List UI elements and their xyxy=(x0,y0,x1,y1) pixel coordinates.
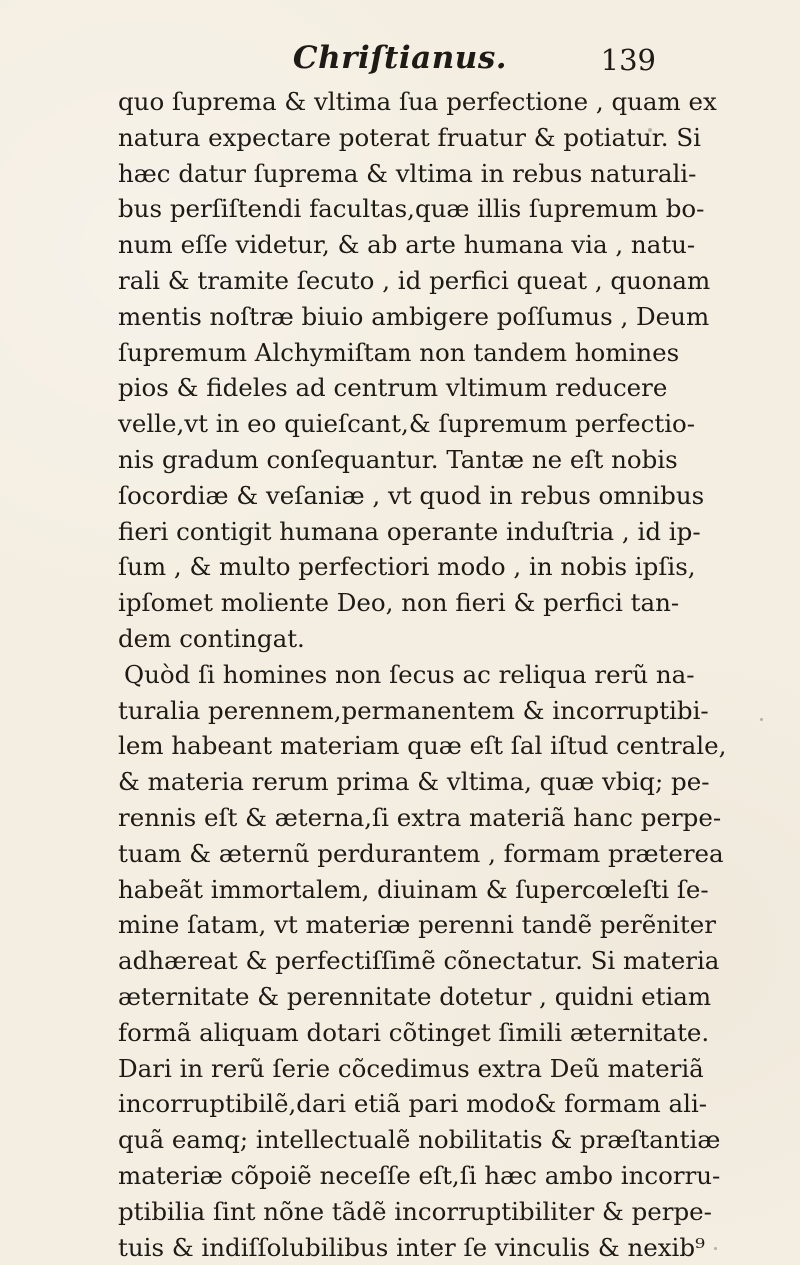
text-line: velle,vt in eo quieſcant,& ſupremum perfectio- xyxy=(118,406,650,442)
text-line: quã eamq; intellectualẽ nobilitatis & præſtantiæ xyxy=(118,1122,650,1158)
text-line: mentis noſtræ biuio ambigere poſſumus , Deum xyxy=(118,299,650,335)
text-line: ſocordiæ & veſaniæ , vt quod in rebus omnibus xyxy=(118,478,650,514)
ink-speck xyxy=(760,718,763,721)
text-line: num eſſe videtur, & ab arte humana via , natu- xyxy=(118,227,650,263)
text-line: incorruptibilẽ,dari etiã pari modo& formam ali- xyxy=(118,1086,650,1122)
text-line: tuam & æternũ perdurantem , formam præterea xyxy=(118,836,650,872)
text-line: & materia rerum prima & vltima, quæ vbiq; pe- xyxy=(118,764,650,800)
text-line: æternitate & perennitate dotetur , quidni etiam xyxy=(118,979,650,1015)
text-line: natura expectare poterat fruatur & potiatur. Si xyxy=(118,120,650,156)
page-number: 139 xyxy=(601,46,656,75)
text-line: ptibilia ſint nõne tãdẽ incorruptibiliter & perpe- xyxy=(118,1194,650,1230)
text-line: materiæ cõpoiẽ neceſſe eſt,ſi hæc ambo incorru- xyxy=(118,1158,650,1194)
text-line: bus perſiſtendi facultas,quæ illis ſupremum bo- xyxy=(118,191,650,227)
text-line: lem habeant materiam quæ eſt ſal iſtud centrale, xyxy=(118,728,650,764)
text-line: ſum , & multo perfectiori modo , in nobis ipſis, xyxy=(118,549,650,585)
text-line: pios & fideles ad centrum vltimum reducere xyxy=(118,370,650,406)
running-title: Chriſtianus. xyxy=(0,43,800,74)
text-line: tuis & indiſſolubilibus inter ſe vinculis & nexib⁹ xyxy=(118,1230,650,1265)
text-line: mine ſatam, vt materiæ perenni tandẽ perẽniter xyxy=(118,907,650,943)
text-line: Dari in rerũ ſerie cõcedimus extra Deũ materiã xyxy=(118,1051,650,1087)
ink-speck xyxy=(648,128,652,132)
text-line: rennis eſt & æterna,ſi extra materiã hanc perpe- xyxy=(118,800,650,836)
ink-speck xyxy=(714,1247,717,1250)
text-line: dem contingat. xyxy=(118,621,650,657)
text-line: turalia perennem,permanentem & incorruptibi- xyxy=(118,693,650,729)
text-line: rali & tramite ſecuto , id perfici queat , quonam xyxy=(118,263,650,299)
text-line: adhæreat & perfectiſſimẽ cõnectatur. Si materia xyxy=(118,943,650,979)
text-line: fieri contigit humana operante induſtria , id ip- xyxy=(118,514,650,550)
text-line: hæc datur ſuprema & vltima in rebus naturali- xyxy=(118,156,650,192)
text-line: formã aliquam dotari cõtinget ſimili æternitate. xyxy=(118,1015,650,1051)
page-header xyxy=(0,43,800,83)
text-line: ipſomet moliente Deo, non fieri & perfici tan- xyxy=(118,585,650,621)
text-line: nis gradum conſequantur. Tantæ ne eſt nobis xyxy=(118,442,650,478)
text-line: ſupremum Alchymiſtam non tandem homines xyxy=(118,335,650,371)
text-line: quo ſuprema & vltima ſua perfectione , quam ex xyxy=(118,84,650,120)
text-line: habeãt immortalem, diuinam & ſupercœleſti ſe- xyxy=(118,872,650,908)
text-line: Quòd ſi homines non ſecus ac reliqua rerũ na- xyxy=(118,657,650,693)
body-text xyxy=(118,84,650,1265)
